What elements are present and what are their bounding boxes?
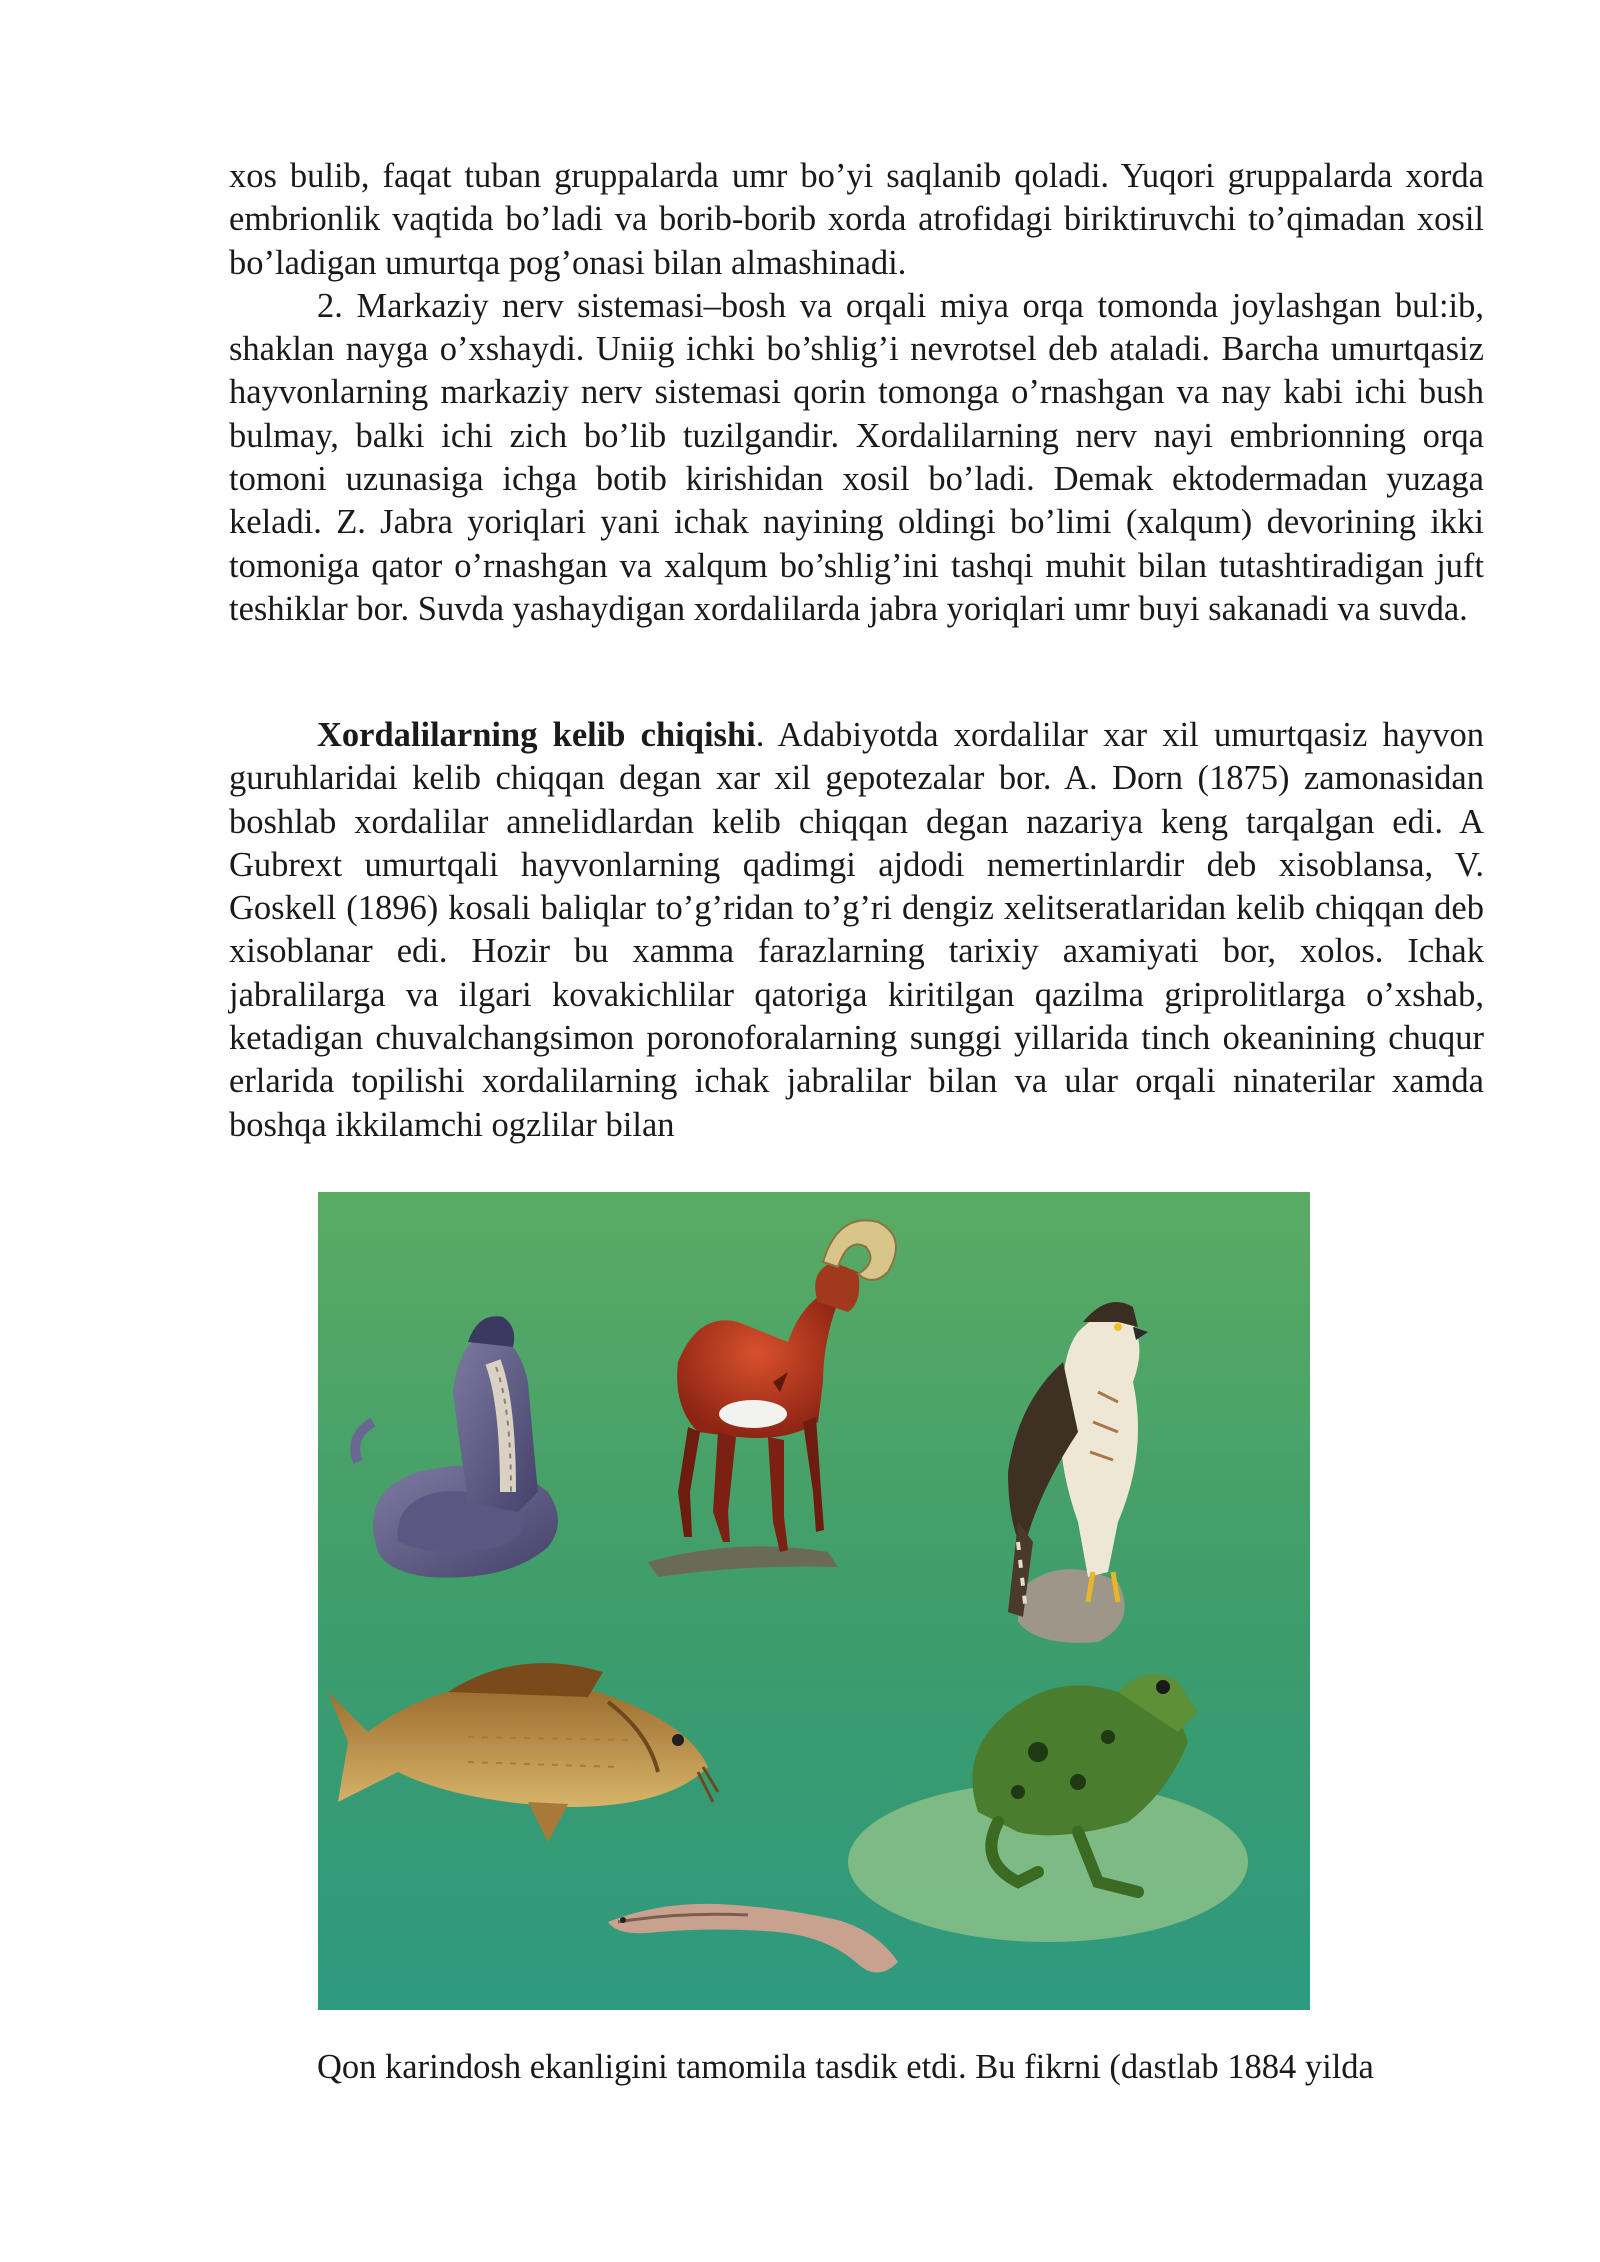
text-block-top (229, 155, 1484, 631)
paragraph-notochord: xos bulib, faqat tuban gruppalarda umr bo’yi saqlanib qoladi. Yuqori gruppalarda xorda embrionlik vaqtida bo’ladi va borib-borib xorda atrofidagi biriktiruvchi to’qimadan xosil bo’ladigan umurtqa pog’onasi bilan almashinadi. (229, 157, 1484, 282)
text-block-origin (229, 714, 1484, 1147)
section-heading: Xordalilarning kelib chiqishi (317, 716, 756, 754)
text-block-bottom (317, 2046, 1484, 2089)
paragraph-nervous-system: 2. Markaziy nerv sistemasi–bosh va orqali miya orqa tomonda joylashgan bul:ib, shaklan nayga o’xshaydi. Uniig ichki bo’shlig’i nevrotsel deb ataladi. Barcha umurtqasiz hayvonlarning markaziy nerv sistemasi qorin tomonga o’rnashgan va nay kabi ichi bush bulmay, balki ichi zich bo’lib tuzilgandir. Xordalilarning nerv nayi embrionning orqa tomoni uzunasiga ichga botib kirishidan xosil bo’ladi. Demak ektodermadan yuzaga keladi. Z. Jabra yoriqlari yani ichak nayining oldingi bo’limi (xalqum) devorining ikki tomoniga qator o’rnashgan va xalqum bo’shlig’ini tashqi muhit bilan tutashtiradigan juft teshiklar bor. Suvda yashaydigan xordalilarda jabra yoriqlari umr buyi sakanadi va suvda. (229, 286, 1484, 628)
paragraph-origin (229, 714, 1484, 1147)
animals-illustration (318, 1192, 1310, 2010)
paragraph-bottom: Qon karindosh ekanligini tamomila tasdik etdi. Bu fikrni (dastlab 1884 yilda (317, 2048, 1374, 2086)
paragraph-origin-body: . Adabiyotda xordalilar xar xil umurtqasiz hayvon guruhlaridai kelib chiqqan degan xar xil gepotezalar bor. A. Dorn (1875) zamonasidan boshlab xordalilar annelidlardan kelib chiqqan degan nazariya keng tarqalgan edi. A Gubrext umurtqali hayvonlarning qadimgi ajdodi nemertinlardir deb xisoblansa, V. Goskell (1896) kosali baliqlar to’g’ridan to’g’ri dengiz xelitseratlaridan kelib chiqqan deb xisoblanar edi. Hozir bu xamma farazlarning tarixiy axamiyati bor, xolos. Ichak jabralilarga va ilgari kovakichlilar qatoriga kiritilgan qazilma griprolitlarga o’xshab, ketadigan chuvalchangsimon poronoforalarning sunggi yillarida tinch okeanining chuqur erlarida topilishi xordalilarning ichak jabralilar bilan va ular orqali ninaterilar xamda boshqa ikkilamchi ogzlilar bilan (229, 716, 1485, 1144)
